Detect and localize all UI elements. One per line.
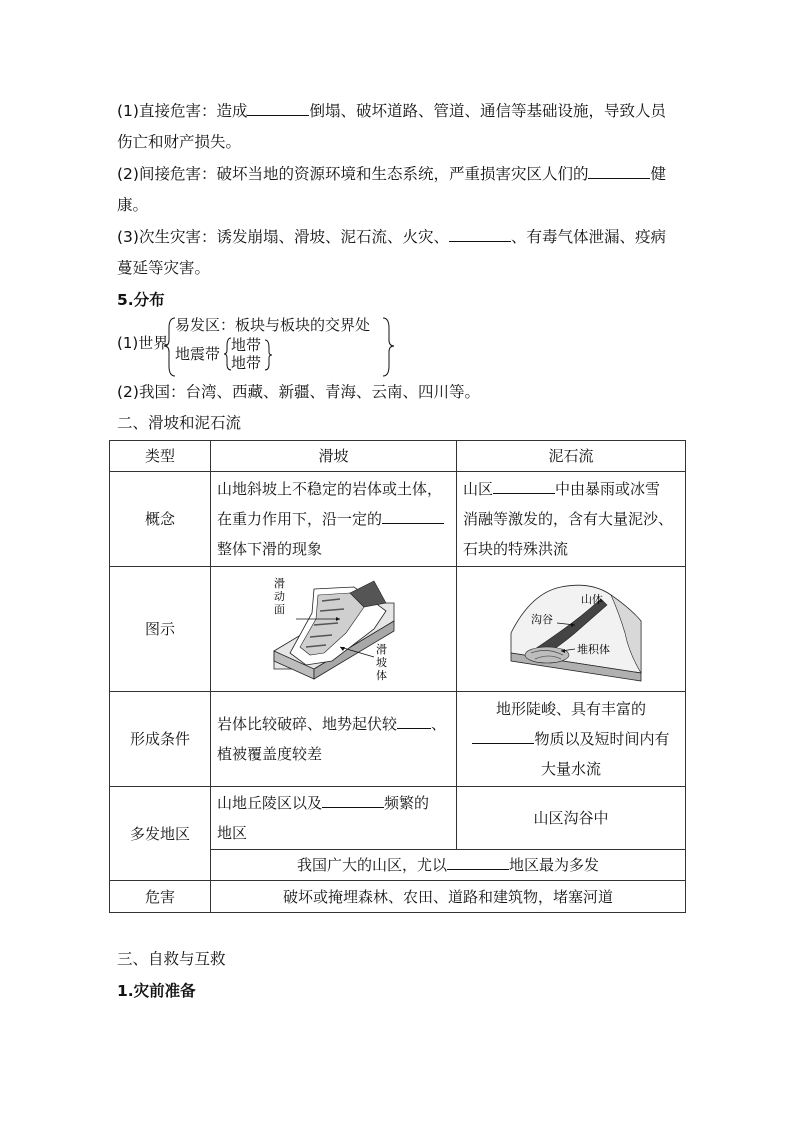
direct-hazard-line1 xyxy=(117,101,666,121)
section-self-rescue-title: 三、自救与互救 xyxy=(117,950,226,968)
text-span: (1)直接危害：造成 xyxy=(117,102,248,120)
text-span: 中由暴雨或冰雪 xyxy=(555,480,661,498)
cell-line xyxy=(463,724,679,754)
answer-blank[interactable] xyxy=(449,227,511,242)
header-landslide: 滑坡 xyxy=(211,441,457,472)
table-row-harm xyxy=(110,881,686,913)
label-body-2: 坡 xyxy=(375,657,387,669)
section-landslide-debris-title: 二、滑坡和泥石流 xyxy=(117,414,242,432)
zone-b: 地带 xyxy=(231,354,262,372)
cell-line xyxy=(217,504,450,534)
text-span: 频繁的 xyxy=(384,794,430,812)
cell-line xyxy=(463,474,679,504)
world-distribution-brace xyxy=(117,314,417,378)
debris-concept-cell xyxy=(457,472,686,567)
indirect-hazard-line2: 康。 xyxy=(117,196,149,214)
answer-blank[interactable] xyxy=(322,793,384,808)
row-label: 形成条件 xyxy=(110,692,211,787)
indirect-hazard-line1 xyxy=(117,164,666,184)
comparison-table xyxy=(109,440,686,913)
answer-blank[interactable] xyxy=(472,729,534,744)
label-slip-1: 滑 xyxy=(273,578,285,590)
debris-flow-diagram xyxy=(491,573,651,685)
text-span: 地区最为多发 xyxy=(509,856,600,874)
table-row-areas xyxy=(110,787,686,850)
landslide-areas-cell xyxy=(211,787,457,850)
secondary-hazard-line1 xyxy=(117,227,666,247)
label-slip-2: 动 xyxy=(273,591,285,603)
text-span: 我国广大的山区，尤以 xyxy=(296,856,447,874)
header-type: 类型 xyxy=(110,441,211,472)
answer-blank[interactable] xyxy=(397,714,431,729)
label-gully: 沟谷 xyxy=(531,614,553,626)
header-debris-flow: 泥石流 xyxy=(457,441,686,472)
seismic-zone-label: 地震带 xyxy=(175,345,221,363)
text-span: 物质以及短时间内有 xyxy=(534,730,670,748)
direct-hazard-line2: 伤亡和财产损失。 xyxy=(117,133,242,151)
text-span: (3)次生灾害：诱发崩塌、滑坡、泥石流、火灾、 xyxy=(117,228,449,246)
pre-disaster-heading: 1.灾前准备 xyxy=(117,982,196,1000)
answer-blank[interactable] xyxy=(247,101,309,116)
table-row-diagram xyxy=(110,567,686,692)
cell-line: 植被覆盖度较差 xyxy=(217,745,323,763)
text-span: 倒塌、破坏道路、管道、通信等基础设施，导致人员 xyxy=(309,102,666,120)
cell-line: 山地斜坡上不稳定的岩体或土体， xyxy=(217,480,443,498)
debris-diagram-cell xyxy=(457,567,686,692)
world-label: (1)世界 xyxy=(117,334,169,352)
landslide-diagram xyxy=(254,573,414,685)
text-span: 健 xyxy=(650,165,666,183)
debris-conditions-cell xyxy=(457,692,686,787)
text-span: 在重力作用下，沿一定的 xyxy=(217,510,383,528)
answer-blank[interactable] xyxy=(588,164,650,179)
harm-cell: 破坏或掩埋森林、农田、道路和建筑物，堵塞河道 xyxy=(211,881,686,913)
answer-blank[interactable] xyxy=(382,509,444,524)
common-areas-cell xyxy=(211,850,686,881)
row-label: 危害 xyxy=(110,881,211,913)
table-row-concept xyxy=(110,472,686,567)
debris-areas-cell: 山区沟谷中 xyxy=(457,787,686,850)
text-span: 岩体比较破碎、地势起伏较 xyxy=(217,715,398,733)
label-deposit: 堆积体 xyxy=(577,644,610,656)
landslide-conditions-cell xyxy=(211,692,457,787)
cell-line xyxy=(217,709,450,739)
cell-line: 消融等激发的，含有大量泥沙、 xyxy=(463,510,674,528)
cell-line: 大量水流 xyxy=(540,760,601,778)
text-span: 山区 xyxy=(463,480,494,498)
landslide-diagram-cell xyxy=(211,567,457,692)
secondary-hazard-line2: 蔓延等灾害。 xyxy=(117,259,211,277)
answer-blank[interactable] xyxy=(447,855,509,870)
label-mountain: 山体 xyxy=(581,594,603,606)
label-body-1: 滑 xyxy=(375,644,387,656)
landslide-concept-cell xyxy=(211,472,457,567)
cell-line: 地区 xyxy=(217,824,248,842)
zone-a: 地带 xyxy=(231,336,262,354)
cell-line: 石块的特殊洪流 xyxy=(463,540,569,558)
row-label: 图示 xyxy=(110,567,211,692)
prone-area-text: 易发区：板块与板块的交界处 xyxy=(175,316,371,334)
cell-line xyxy=(217,788,450,818)
cell-line: 整体下滑的现象 xyxy=(217,540,323,558)
table-row-conditions xyxy=(110,692,686,787)
row-label: 概念 xyxy=(110,472,211,567)
table-header-row xyxy=(110,441,686,472)
text-span: (2)间接危害：破坏当地的资源环境和生态系统，严重损害灾区人们的 xyxy=(117,165,589,183)
answer-blank[interactable] xyxy=(493,479,555,494)
text-span: 、 xyxy=(431,715,447,733)
label-body-3: 体 xyxy=(375,670,387,682)
text-span: 山地丘陵区以及 xyxy=(217,794,323,812)
cell-line: 地形陡峻、具有丰富的 xyxy=(495,700,646,718)
label-slip-3: 面 xyxy=(273,604,285,616)
china-distribution: (2)我国：台湾、西藏、新疆、青海、云南、四川等。 xyxy=(117,383,480,401)
distribution-heading: 5.分布 xyxy=(117,291,165,309)
text-span: 、有毒气体泄漏、疫病 xyxy=(510,228,666,246)
row-label: 多发地区 xyxy=(110,787,211,881)
